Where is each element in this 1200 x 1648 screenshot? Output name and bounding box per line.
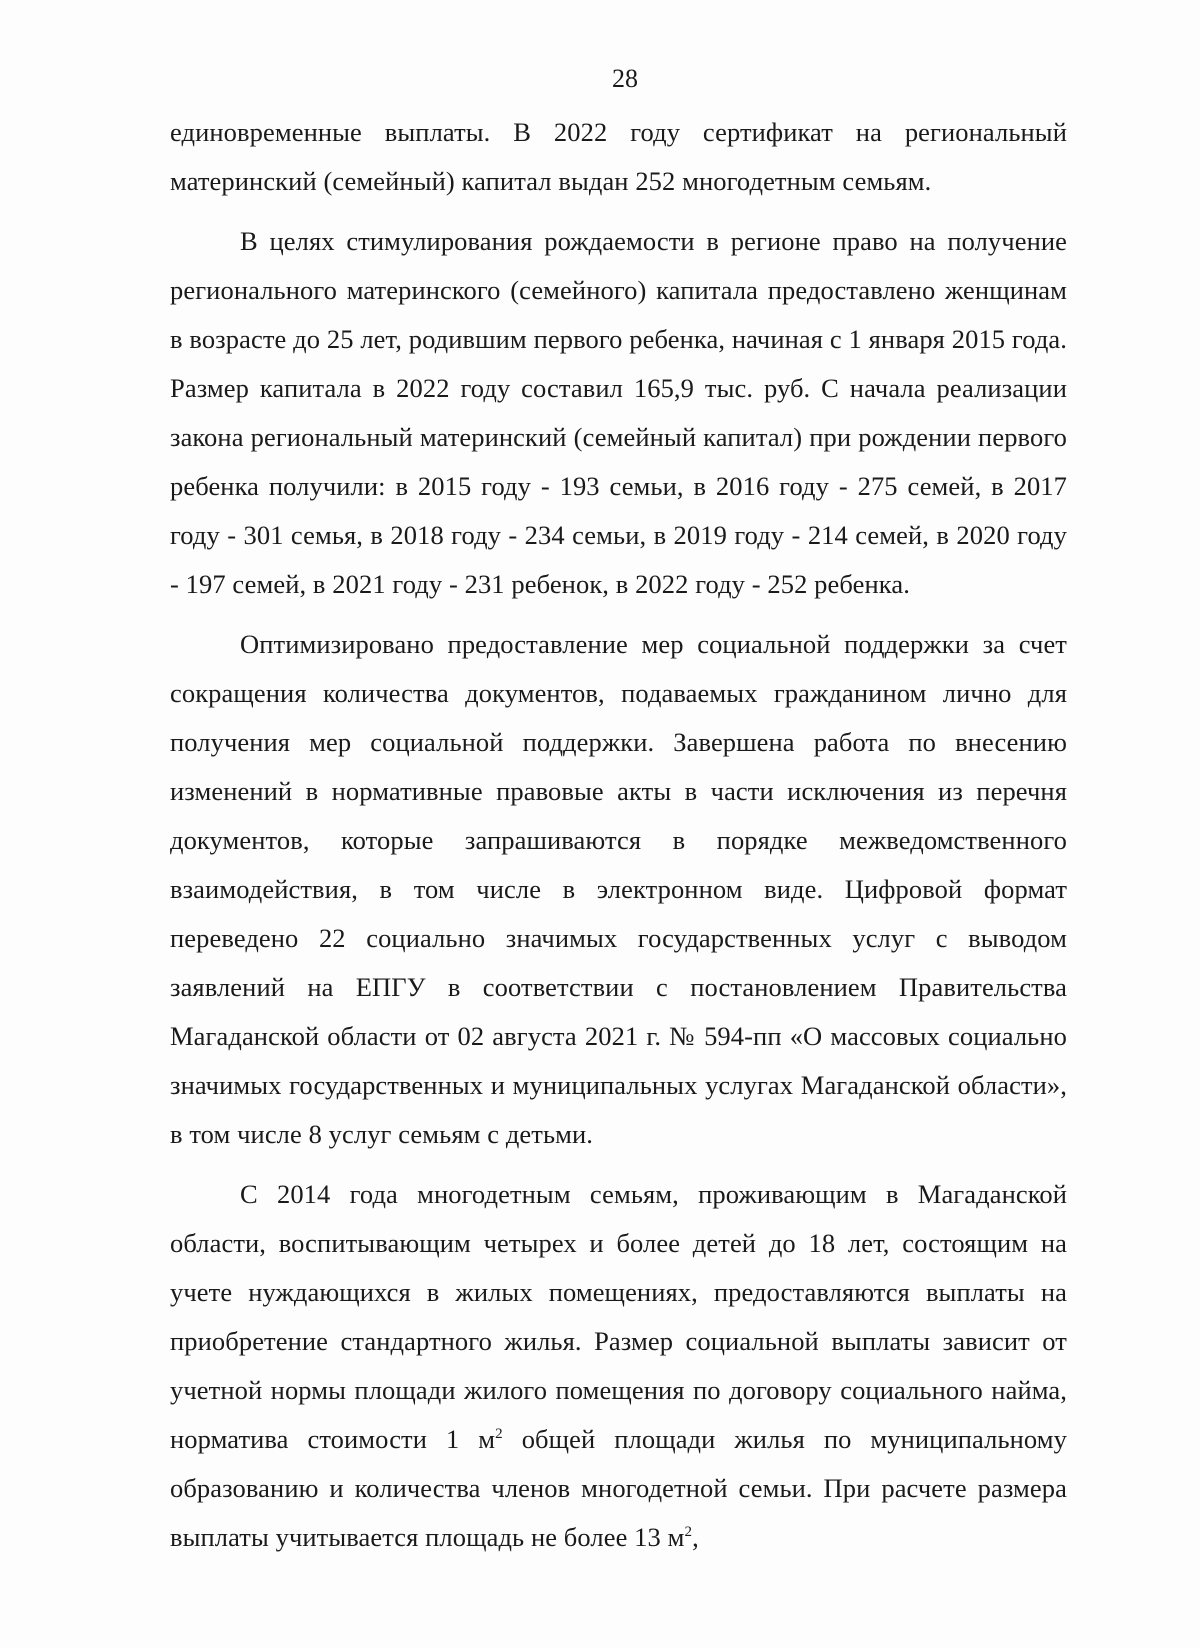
paragraph-housing-text-1: С 2014 года многодетным семьям, проживающим в Магаданской области, воспитывающим четырех и более детей до 18 лет, состоящим на учете нуждающихся в жилых помещениях, предоставляются выплаты на приобретение стандартного жилья. Размер социальной выплаты зависит от учетной нормы площади жилого помещения по договору социального найма, норматива стоимости 1 м xyxy=(170,1179,1067,1454)
paragraph-housing-payments xyxy=(170,1170,1067,1562)
superscript-square: 2 xyxy=(684,1524,693,1541)
paragraph-housing-text-3: , xyxy=(692,1522,699,1552)
paragraph-maternity-capital: В целях стимулирования рождаемости в регионе право на получение регионального материнского (семейного) капитала предоставлено женщинам в возрасте до 25 лет, родившим первого ребенка, начиная с 1 января 2015 года. Размер капитала в 2022 году составил 165,9 тыс. руб. С начала реализации закона региональный материнский (семейный капитал) при рождении первого ребенка получили: в 2015 году - 193 семьи, в 2016 году - 275 семей, в 2017 году - 301 семья, в 2018 году - 234 семьи, в 2019 году - 214 семей, в 2020 году - 197 семей, в 2021 году - 231 ребенок, в 2022 году - 252 ребенка. xyxy=(170,226,1067,599)
superscript-square: 2 xyxy=(495,1426,503,1443)
paragraph-continuation: единовременные выплаты. В 2022 году сертификат на региональный материнский (семейный) капитал выдан 252 многодетным семьям. xyxy=(170,117,1067,196)
document-body xyxy=(170,108,1067,1573)
paragraph-housing-text-2: общей площади жилья по муниципальному образованию и количества членов многодетной семьи. При расчете размера выплаты учитывается площадь не более 13 м xyxy=(170,1424,1067,1552)
paragraph-social-support-optimization: Оптимизировано предоставление мер социальной поддержки за счет сокращения количества документов, подаваемых гражданином лично для получения мер социальной поддержки. Завершена работа по внесению изменений в нормативные правовые акты в части исключения из перечня документов, которые запрашиваются в порядке межведомственного взаимодействия, в том числе в электронном виде. Цифровой формат переведено 22 социально значимых государственных услуг с выводом заявлений на ЕПГУ в соответствии с постановлением Правительства Магаданской области от 02 августа 2021 г. № 594-пп «О массовых социально значимых государственных и муниципальных услугах Магаданской области», в том числе 8 услуг семьям с детьми. xyxy=(170,629,1067,1149)
page-number: 28 xyxy=(612,64,638,93)
